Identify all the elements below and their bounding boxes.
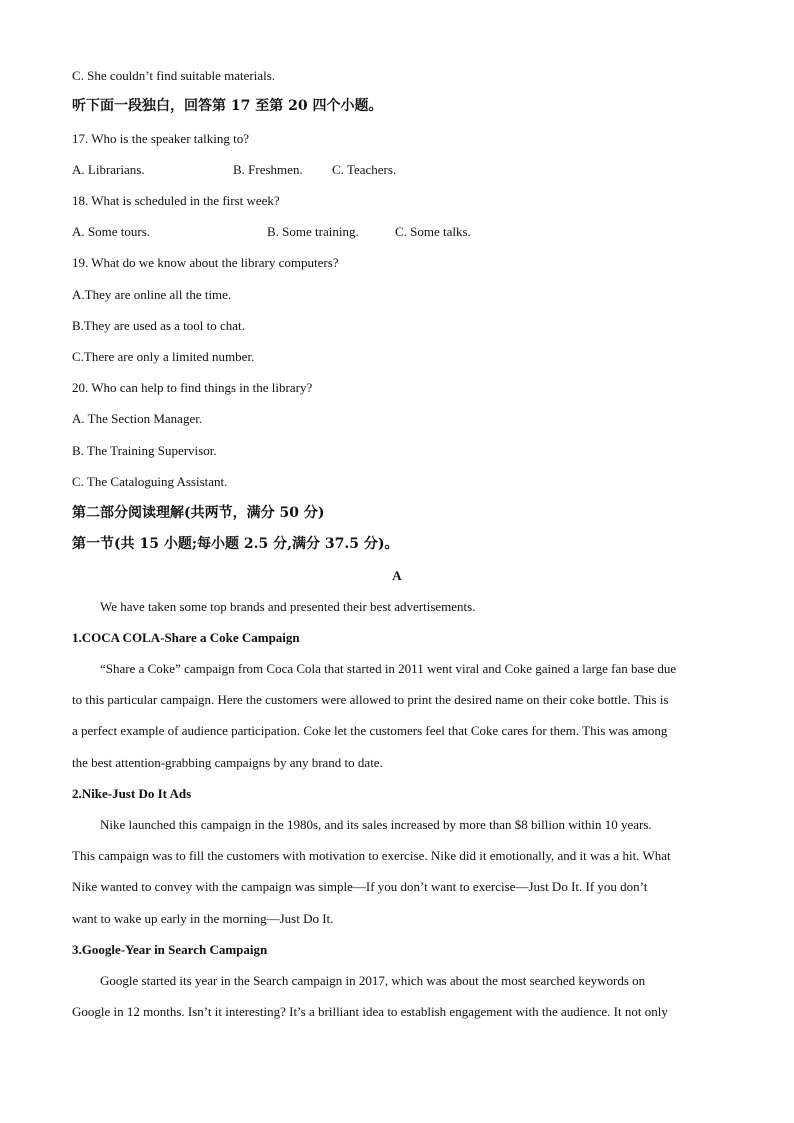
item-2-title: 2.Nike-Just Do It Ads: [72, 786, 192, 801]
q20-option-b: B. The Training Supervisor.: [72, 443, 217, 458]
q17-option-c: C. Teachers.: [332, 162, 397, 177]
item-2-line-3: Nike wanted to convey with the campaign was simple—If you don’t want to exercise—Just Do It. If you don’t: [72, 879, 648, 894]
q18-option-c: C. Some talks.: [395, 224, 471, 239]
item-2-line-1: Nike launched this campaign in the 1980s, and its sales increased by more than $8 billion within 10 years.: [100, 817, 652, 832]
monologue-instruction: 听下面一段独白，回答第 17 至第 20 四个小题。: [72, 98, 383, 114]
item-1-line-2: to this particular campaign. Here the customers were allowed to print the desired name on their coke bottle. This is: [72, 692, 669, 707]
q18-question: 18. What is scheduled in the first week?: [72, 193, 280, 208]
q19-option-a: A.They are online all the time.: [72, 287, 232, 302]
q20-question: 20. Who can help to find things in the library?: [72, 380, 313, 395]
q16-option-c: C. She couldn’t find suitable materials.: [72, 68, 276, 83]
item-1-line-4: the best attention-grabbing campaigns by any brand to date.: [72, 755, 383, 770]
item-2-line-4: want to wake up early in the morning—Just Do It.: [72, 911, 334, 926]
q20-option-a: A. The Section Manager.: [72, 411, 203, 426]
item-1-line-1: “Share a Coke” campaign from Coca Cola that started in 2011 went viral and Coke gained a large fan base due: [100, 661, 677, 676]
item-1-line-3: a perfect example of audience participation. Coke let the customers feel that Coke cares for them. This was among: [72, 723, 668, 738]
q17-question: 17. Who is the speaker talking to?: [72, 131, 250, 146]
passage-letter: A: [392, 568, 402, 583]
item-3-line-1: Google started its year in the Search campaign in 2017, which was about the most searched keywords on: [100, 973, 646, 988]
q18-option-a: A. Some tours.: [72, 224, 150, 239]
q20-option-c: C. The Cataloguing Assistant.: [72, 474, 228, 489]
part2-heading: 第二部分阅读理解(共两节，满分 50 分): [72, 505, 325, 521]
item-3-title: 3.Google-Year in Search Campaign: [72, 942, 268, 957]
section1-heading: 第一节(共 15 小题;每小题 2.5 分,满分 37.5 分)。: [72, 536, 399, 552]
q19-option-b: B.They are used as a tool to chat.: [72, 318, 245, 333]
q17-option-b: B. Freshmen.: [233, 162, 303, 177]
q19-question: 19. What do we know about the library computers?: [72, 255, 339, 270]
item-1-title: 1.COCA COLA-Share a Coke Campaign: [72, 630, 300, 645]
item-2-line-2: This campaign was to fill the customers with motivation to exercise. Nike did it emotionally, and it was a hit. What: [72, 848, 671, 863]
q17-option-a: A. Librarians.: [72, 162, 145, 177]
q19-option-c: C.There are only a limited number.: [72, 349, 255, 364]
passage-intro: We have taken some top brands and presented their best advertisements.: [100, 599, 476, 614]
q18-option-b: B. Some training.: [267, 224, 359, 239]
item-3-line-2: Google in 12 months. Isn’t it interesting? It’s a brilliant idea to establish engagement with the audience. It not only: [72, 1004, 668, 1019]
